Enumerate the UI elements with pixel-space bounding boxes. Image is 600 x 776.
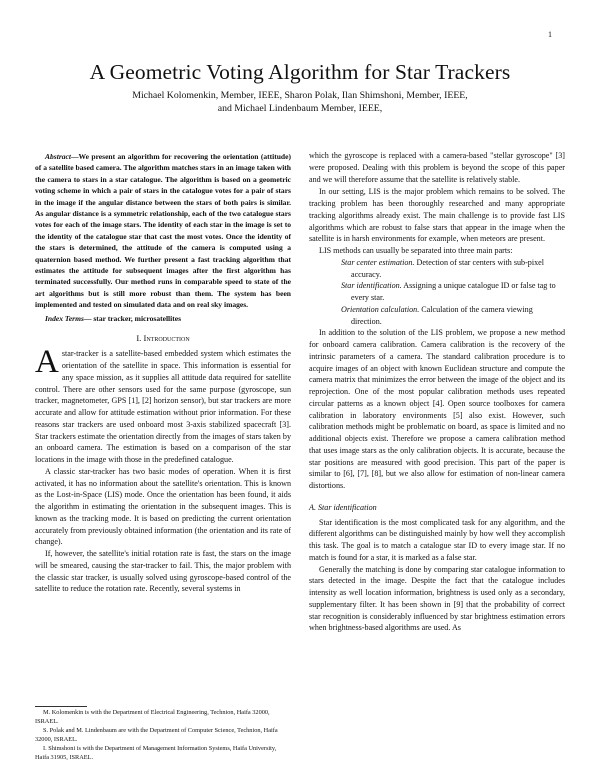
intro-paragraph-1-text: star-tracker is a satellite-based embedded system which estimates the orientation of the satellite in space. This information is essential for any space mission, as it supplies all attitude data required for satellite control. There are other sensors used for the same purpose (gyroscope, sun tracker, magnetometer, GPS [1], [2] horizon sensor), but star trackers are more accurate and allow for attitude estimation without prior information. For these reasons star trackers are used onboard most 3-axis stabilized spacecraft [3]. Star trackers estimate the orientation directly from the images of stars taken by an onboard camera. The estimation is based on a comparison of the star locations in the image with those in the predefined catalogue. xyxy=(35,349,291,465)
index-terms-text: — star tracker, microsatellites xyxy=(83,313,182,323)
right-paragraph-2: In our setting, LIS is the major problem which remains to be solved. The tracking problem has been thoroughly researched and many appropriate tracking algorithms already exist. The main challenge is to provide fast LIS algorithms which are robust to false stars that appear in the image when the satellite is in harsh environments for example, when meteors are present. xyxy=(309,187,565,244)
intro-paragraph-1 xyxy=(35,344,291,466)
footnote-2: S. Polak and M. Lindenbaum are with the Department of Computer Science, Technion, Haifa 32000, ISRAEL. xyxy=(35,727,278,743)
list-item xyxy=(341,280,565,304)
lis-parts-list xyxy=(341,257,565,328)
list-item-term: Orientation calculation. xyxy=(341,304,420,314)
abstract-text: —We present an algorithm for recovering the orientation (attitude) of a satellite based camera. The algorithm matches stars in an image taken with the camera to stars in a star catalogue. The algorithm is based on a geometric voting scheme in which a pair of stars in the catalogue votes for a pair of stars in the image if the angular distance between the stars of both pairs is similar. As angular distance is a symmetric relationship, each of the two catalogue stars votes for each of the image stars. The identity of each star in the image is set to the identity of the catalogue star that cast the most votes. Once the identity of the stars is determined, the attitude of the camera is computed using a quaternion based method. We further present a fast tracking algorithm that estimates the attitude for subsequent images after the first algorithm has terminated successfully. Our method runs in comparable speed to state of the art algorithms but is still more robust than them. The system has been implemented and tested on simulated data and on real sky images. xyxy=(35,152,291,310)
index-terms-label: Index Terms xyxy=(45,313,84,323)
intro-paragraph-3: If, however, the satellite's initial rotation rate is fast, the stars on the image will be smeared, causing the star-tracker to fail. This, the major problem with the classic star tracker, is usually solved using gyroscope-based control of the satellite to reduce the rotation rate. Recently, several systems in xyxy=(35,549,291,594)
right-paragraph-3: LIS methods can usually be separated into three main parts: xyxy=(319,246,513,255)
right-paragraph-6: Generally the matching is done by comparing star catalogue information to stars detected in the image. Despite the fact that the catalogue includes intensity as well location information, brightness is used only as a secondary, supplementary filter. It has been shown in [9] that the probability of correct star recognition is considerably influenced by star brightness estimation errors when brightness-based algorithms are used. As xyxy=(309,564,565,633)
list-item-desc: Calculation of the camera viewing direction. xyxy=(351,304,533,326)
authors-line-2: and Michael Lindenbaum Member, IEEE, xyxy=(217,103,383,114)
footnote-rule xyxy=(35,706,87,707)
right-column xyxy=(309,150,565,634)
footnote-3: I. Shimshoni is with the Department of Management Information Systems, Haifa University, Haifa 31905, ISRAEL. xyxy=(35,745,277,761)
subsection-heading-star-identification: A. Star identification xyxy=(309,502,377,512)
list-item xyxy=(341,304,565,328)
list-item-term: Star identification. xyxy=(341,281,402,291)
list-item-desc: Detection of star centers with sub-pixel accuracy. xyxy=(351,257,544,279)
index-terms xyxy=(35,313,291,324)
author-list xyxy=(0,89,600,115)
right-paragraph-4: In addition to the solution of the LIS problem, we propose a new method for onboard camera calibration. Camera calibration is the recovery of the intrinsic parameters of a camera. The standard calibration procedure is to acquire images of an object with known Euclidean structure and compute the camera matrix that minimizes the error between the image of the object and its reprojection. One of the most popular calibration methods uses repeated circular patterns as a known object [4]. Open source toolboxes for camera calibration in laboratory environments [5] also exist. However, such calibration methods might be problematic on board, as space is limited and no additional objects exist. Therefore we propose a camera calibration method that uses image stars as the only calibration objects. It is accurate, because the star positions are measured with good precision. This part of the paper is similar to [6], [7], [8], but we also allow for estimation of non-linear camera distortions. xyxy=(309,328,565,490)
intro-paragraph-2: A classic star-tracker has two basic modes of operation. When it is first activated, it has no information about the satellite's orientation. This is known as the Lost-in-Space (LIS) mode. Once the orientation has been found, it aids the algorithm in estimating the orientation in the subsequent images. This is known as the tracking mode. It is based on predicting the current orientation accurately from previously obtained information (the orientation and its rate of change). xyxy=(35,466,291,547)
authors-line-1: Michael Kolomenkin, Member, IEEE, Sharon Polak, Ilan Shimshoni, Member, IEEE, xyxy=(132,90,468,101)
list-item xyxy=(341,257,565,281)
abstract xyxy=(35,151,291,311)
list-item-term: Star center estimation. xyxy=(341,257,415,267)
right-paragraph-5: Star identification is the most complicated task for any algorithm, and the different algorithms can be distinguished mainly by how well they accomplish this task. The goal is to match a catalogue star ID to every image star. If no match is found for a star, it is marked as a false star. xyxy=(309,517,565,562)
list-item-desc: Assigning a unique catalogue ID or false tag to every star. xyxy=(351,281,556,302)
page-number: 1 xyxy=(548,30,552,39)
paper-title: A Geometric Voting Algorithm for Star Trackers xyxy=(89,60,511,84)
right-paragraph-1: which the gyroscope is replaced with a camera-based "stellar gyroscope" [3] were proposed. Dealing with this problem is beyond the scope of this paper and we will therefore assume that the satellite is relatively stable. xyxy=(309,151,565,184)
footnotes xyxy=(35,709,291,764)
drop-cap: A xyxy=(35,344,59,381)
section-heading-introduction: I. Introduction xyxy=(136,332,190,343)
footnote-1: M. Kolomenkin is with the Department of Electrical Engineering, Technion, Haifa 32000, ISRAEL. xyxy=(35,709,270,725)
abstract-label: Abstract xyxy=(45,152,71,161)
left-column xyxy=(35,151,291,595)
